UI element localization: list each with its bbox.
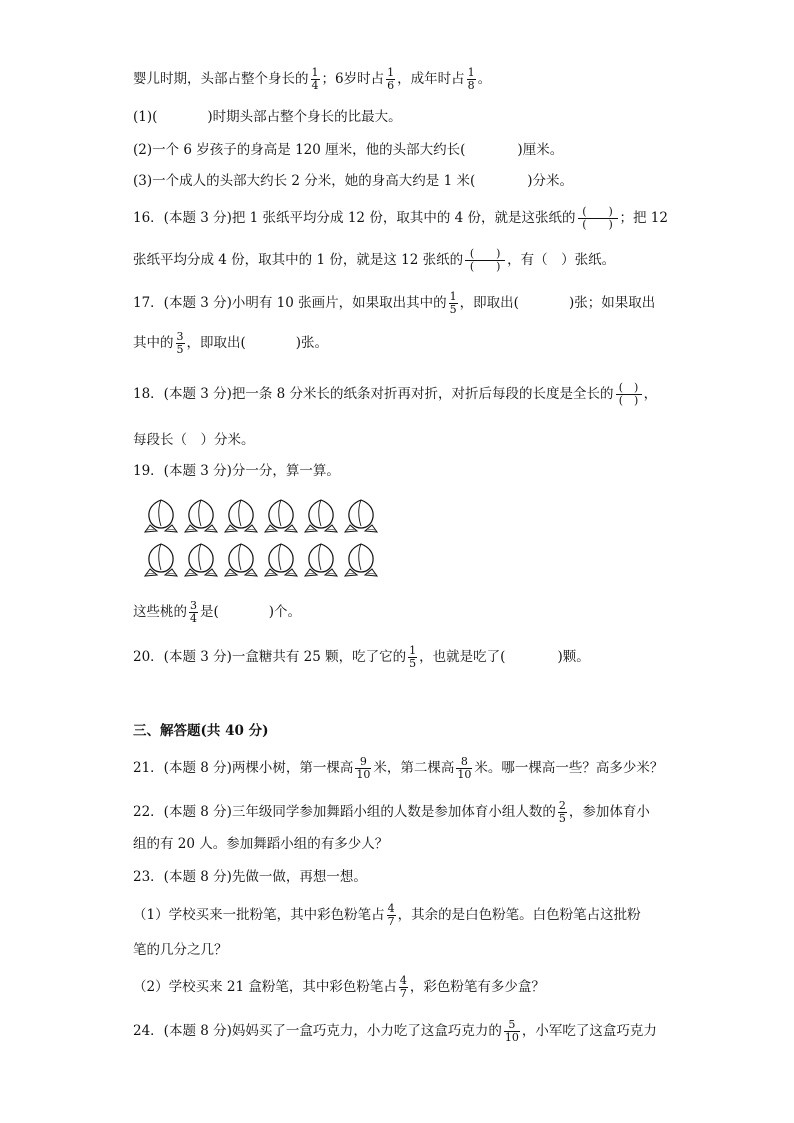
peach-group [144, 497, 389, 579]
problem-16-line-2 [133, 248, 615, 273]
text: 这些桃的 [133, 604, 187, 620]
problem-17-line-2 [133, 331, 328, 356]
peach-icon [225, 544, 257, 576]
fraction-1-6: $\frac{1}{6}$ [387, 66, 395, 92]
peach-icon [145, 500, 177, 532]
fraction-3-4: $\frac{3}{4}$ [190, 599, 197, 625]
text: 是( [200, 604, 219, 620]
peach-icon [225, 500, 257, 532]
problem-24 [133, 1019, 657, 1044]
problem-19-answer [133, 600, 301, 625]
question-3 [133, 171, 573, 191]
peach-icon [265, 500, 297, 532]
problem-19 [133, 461, 340, 481]
peach-icon [305, 544, 337, 576]
question-1 [133, 107, 402, 127]
text: 每段长（ ）分米。 [133, 432, 255, 448]
peach-icon [305, 500, 337, 532]
text: 21．(本题 8 分)两棵小树，第一棵高 [133, 760, 354, 776]
text: 20．(本题 3 分)一盒糖共有 25 颗，吃了它的 [133, 649, 407, 665]
text: 16．(本题 3 分)把 1 张纸平均分成 12 份，取其中的 4 份，就是这张纸的 [133, 210, 576, 226]
text: 19．(本题 3 分)分一分，算一算。 [133, 463, 340, 479]
text: ，小军吃了这盒巧克力 [521, 1023, 657, 1039]
fraction-8-10: $\frac{8}{10}$ [457, 755, 472, 781]
text: ，彩色粉笔有多少盒？ [409, 979, 545, 995]
problem-23-part-2 [133, 975, 545, 1000]
text: 组的有 20 人。参加舞蹈小组的有多少人？ [133, 836, 389, 852]
problem-22-line-1 [133, 800, 650, 825]
problem-23 [133, 867, 367, 887]
text: )张；如果取出 [568, 295, 656, 311]
text: )颗。 [557, 649, 590, 665]
text: ，即取出( [186, 335, 246, 351]
intro-line [133, 67, 491, 92]
section-heading [133, 721, 268, 741]
problem-22-line-2 [133, 834, 388, 854]
text: )个。 [268, 604, 302, 620]
peach-icon [345, 500, 377, 532]
fraction-2-5: $\frac{2}{5}$ [558, 799, 566, 825]
fraction-4-7: $\frac{4}{7}$ [399, 974, 407, 1000]
fraction-3-5: $\frac{3}{5}$ [176, 330, 184, 356]
problem-17-line-1 [133, 291, 655, 316]
fraction-4-7: $\frac{4}{7}$ [387, 902, 395, 928]
text: 。 [477, 71, 492, 87]
problem-18-line-2 [133, 430, 255, 450]
text: )张。 [295, 335, 329, 351]
text: ， [643, 386, 658, 402]
text: 米。哪一棵高一些？高多少米？ [474, 760, 664, 776]
peach-row-2 [145, 544, 377, 576]
text: 张纸平均分成 4 份，取其中的 1 份，就是这 12 张纸的 [133, 252, 464, 268]
problem-20 [133, 645, 590, 670]
peach-icon [185, 500, 217, 532]
text: (3)一个成人的头部大约长 2 分米，她的身高大约是 1 米( [133, 173, 476, 189]
fraction-1-5: $\frac{1}{5}$ [409, 644, 417, 670]
text: 23．(本题 8 分)先做一做，再想一想。 [133, 869, 367, 885]
text: ，有（ ）张纸。 [507, 252, 616, 268]
peach-row-1 [145, 500, 377, 532]
fraction-5-10: $\frac{5}{10}$ [504, 1018, 519, 1044]
text: （1）学校买来一批粉笔，其中彩色粉笔占 [133, 907, 385, 923]
fraction-9-10: $\frac{9}{10}$ [356, 755, 371, 781]
text: )厘米。 [517, 142, 564, 158]
text: ；把 12 [619, 210, 668, 226]
peach-icon [185, 544, 217, 576]
fraction-1-4: $\frac{1}{4}$ [311, 66, 319, 92]
text: 24．(本题 8 分)妈妈买了一盒巧克力，小力吃了这盒巧克力的 [133, 1023, 502, 1039]
text: 婴儿时期，头部占整个身长的 [133, 71, 309, 87]
text: 17．(本题 3 分)小明有 10 张画片，如果取出其中的 [133, 295, 447, 311]
text: ，也就是吃了( [419, 649, 506, 665]
fraction-1-8: $\frac{1}{8}$ [467, 66, 475, 92]
text: 其中的 [133, 335, 174, 351]
text: ，其余的是白色粉笔。白色粉笔占这批粉 [397, 907, 641, 923]
fraction-blank[interactable]: $\frac{( )}{( )}$ [616, 382, 642, 407]
problem-21 [133, 756, 663, 781]
problem-16-line-1 [133, 206, 668, 231]
text: (2)一个 6 岁孩子的身高是 120 厘米，他的头部大约长( [133, 142, 466, 158]
text: ，即取出( [459, 295, 519, 311]
peach-icon [265, 544, 297, 576]
peach-icon [145, 544, 177, 576]
peach-icon [345, 544, 377, 576]
text: ，参加体育小 [568, 804, 650, 820]
text: 三、解答题(共 40 分) [133, 723, 269, 739]
text: 米，第二棵高 [373, 760, 455, 776]
fraction-blank[interactable]: $\frac{( )}{( )}$ [578, 206, 618, 231]
text: )分米。 [527, 173, 574, 189]
text: ，成年时占 [397, 71, 465, 87]
fraction-blank[interactable]: $\frac{( )}{( )}$ [465, 248, 505, 273]
problem-23-part-1-line-1 [133, 903, 641, 928]
fraction-1-5: $\frac{1}{5}$ [449, 290, 457, 316]
question-2 [133, 140, 563, 160]
text: 笔的几分之几？ [133, 942, 228, 958]
text: (1)( [133, 109, 158, 125]
problem-18-line-1 [133, 382, 657, 407]
text: )时期头部占整个身长的比最大。 [207, 109, 402, 125]
problem-23-part-1-line-2 [133, 940, 228, 960]
text: ；6岁时占 [321, 71, 385, 87]
text: （2）学校买来 21 盒粉笔，其中彩色粉笔占 [133, 979, 397, 995]
text: 18．(本题 3 分)把一条 8 分米长的纸条对折再对折，对折后每段的长度是全长的 [133, 386, 614, 402]
text: 22．(本题 8 分)三年级同学参加舞蹈小组的人数是参加体育小组人数的 [133, 804, 556, 820]
